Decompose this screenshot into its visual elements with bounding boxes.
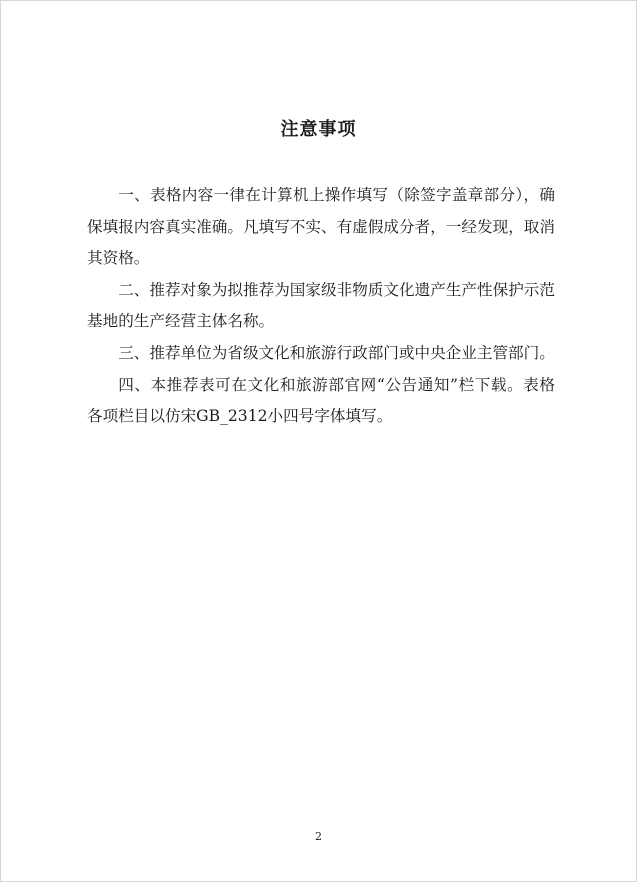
note-item-1: 一、表格内容一律在计算机上操作填写（除签字盖章部分），确保填报内容真实准确。凡填写不实、有虚假成分者，一经发现，取消其资格。 [87, 186, 555, 268]
notes-body [87, 180, 555, 433]
note-item-4: 四、本推荐表可在文化和旅游部官网“公告通知”栏下载。表格各项栏目以仿宋GB_2312小四号字体填写。 [87, 375, 555, 426]
page-number: 2 [315, 830, 322, 843]
note-item-3: 三、推荐单位为省级文化和旅游行政部门或中央企业主管部门。 [118, 343, 555, 362]
page-title: 注意事项 [280, 119, 357, 140]
note-item-2: 二、推荐对象为拟推荐为国家级非物质文化遗产生产性保护示范基地的生产经营主体名称。 [87, 280, 555, 331]
